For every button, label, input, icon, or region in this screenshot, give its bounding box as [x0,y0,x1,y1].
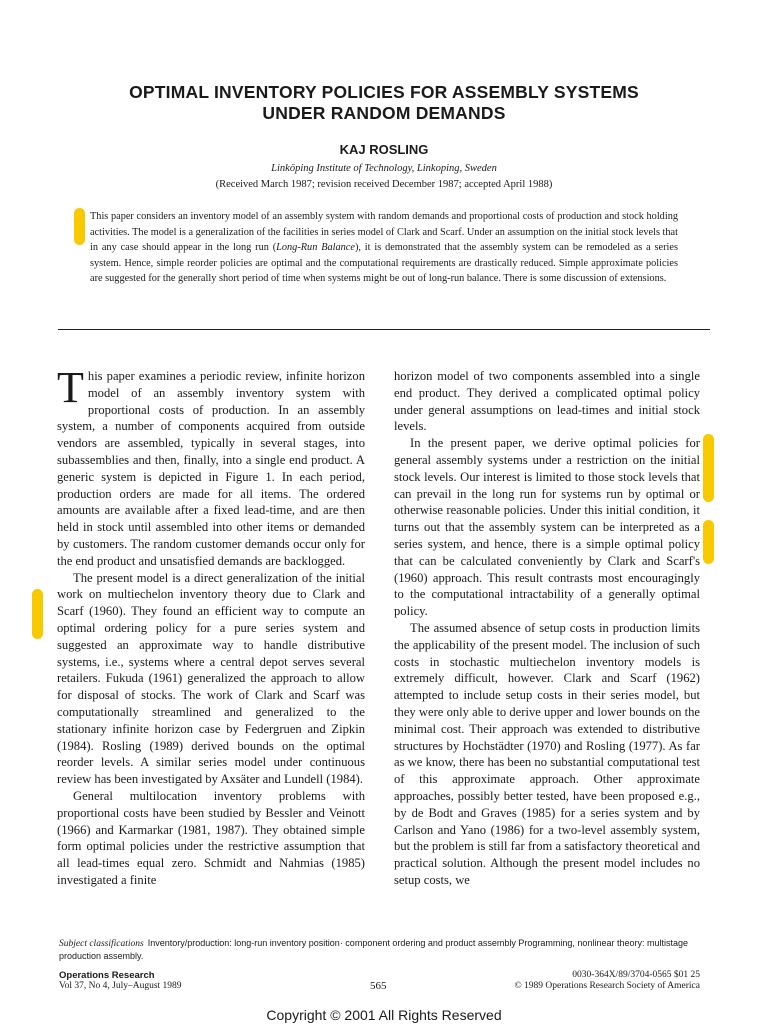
section-divider [58,329,710,330]
journal-name: Operations Research [59,970,155,981]
highlight-marker [703,520,714,564]
drop-cap: T [57,363,84,412]
body-column-right [394,368,700,889]
paragraph-text: his paper examines a periodic review, infinite horizon model of an assembly inventory system with proportional costs of production. In an assembly system, a number of components acquired from outside vendors are assembled, typically in several stages, into subassemblies and then, finally, into a single end product. A generic system is depicted in Figure 1. In each period, production orders are made for all items. The ordered amounts are available after a fixed lead-time, and are then held in stock until assembled into other items or demanded by customers. The random customer demands occur only for the end product and unsatisfied demands are backlogged. [57,369,365,568]
subject-text: Inventory/production: long-run inventory position· component ordering and product assembly Programming, nonlinear theory: multistage production assembly. [59,938,688,961]
abstract [90,209,678,287]
abstract-emphasis: Long-Run Balance [276,242,355,253]
highlight-marker [703,434,714,502]
subject-classifications [59,937,709,962]
page-number: 565 [370,980,387,992]
paper-title [40,82,728,124]
title-line-2: UNDER RANDOM DEMANDS [262,103,506,123]
journal-info [59,970,182,992]
abstract-text-2: ), it is demonstrated that the assembly system can be remodeled as a series system. Hence, simple reorder policies are optimal and the computational requirements are drastically reduced. Simple approximate policies are suggested for the generally short period of time when systems might be out of long-run balance. There is some discussion of extensions. [90,242,678,284]
paragraph [57,363,365,570]
author-name: KAJ ROSLING [339,142,429,157]
paragraph: The assumed absence of setup costs in production limits the applicability of the present model. The inclusion of such costs in stochastic multiechelon inventory models is extremely difficult, however. Clark and Scarf (1962) attempted to include setup costs in their series model, but they were only able to derive upper and lower bounds on the minimal cost. Their approach was extended to distributive structures by Hochstädter (1970) and Rosling (1977). As far as we know, there has been no substantial computational test of this approximate approach. Other approximate approaches, possibly better tested, have been proposed e.g., by de Bodt and Graves (1985) for a series system and by Carlson and Yano (1986) for a two-level assembly system, but the problem is still far from a satisfactory theoretical and practical solution. Although the present model includes no setup costs, we [394,620,700,887]
document-code: 0030-364X/89/3704-0565 $01 25 [572,970,700,980]
paragraph: General multilocation inventory problems with proportional costs have been studied by Bessler and Veinott (1966) and Karmarkar (1981, 1987). They obtained simple form optimal policies under the restrictive assumption that all lead-times equal zero. Schmidt and Nahmias (1985) investigated a finite [57,788,365,887]
society-copyright: © 1989 Operations Research Society of America [514,981,700,991]
abstract-text-1: This paper considers an inventory model of an assembly system with random demands and proportional costs of production and stock holding activities. The model is a generalization of the facilities in series model of Clark and Scarf. Under an assumption on the initial stock levels that in any case should appear in the long run ( [90,211,678,253]
copyright-notice: Copyright © 2001 All Rights Reserved [266,1007,502,1023]
title-line-1: OPTIMAL INVENTORY POLICIES FOR ASSEMBLY SYSTEMS [129,82,639,102]
received-dates: (Received March 1987; revision received December 1987; accepted April 1988) [215,179,553,190]
highlight-marker [32,589,43,639]
subject-label: Subject classifications [59,939,144,949]
paragraph: In the present paper, we derive optimal policies for general assembly systems under a restriction on the initial stock levels. Our interest is limited to those stock levels that can prevail in the long run for systems run by optimal or otherwise reasonable policies. Under this initial condition, it turns out that the assembly system can be interpreted as a series system, and hence, there is a simple optimal policy that can be calculated conveniently by Clark and Scarf's (1960) approach. This result contrasts most encouragingly to the computational intractability of a generally optimal policy. [394,436,700,619]
body-column-left [57,363,365,889]
author-affiliation: Linköping Institute of Technology, Linkoping, Sweden [271,163,497,174]
journal-issue: Vol 37, No 4, July–August 1989 [59,981,182,991]
publication-info [514,970,700,992]
paragraph: The present model is a direct generalization of the initial work on multiechelon inventory theory due to Clark and Scarf (1960). They found an efficient way to compute an optimal ordering policy for a pure series system and suggested an approximate way to handle distributive systems, i.e., systems where a central depot serves several retailers. Fukuda (1961) generalized the approach to allow for disposal of stocks. The work of Clark and Scarf was computationally streamlined and generalized to the stationary infinite horizon case by Federgruen and Zipkin (1984). Rosling (1989) derived bounds on the optimal reorder levels. A similar series model under continuous review has been investigated by Axsäter and Lundell (1984). [57,570,365,787]
highlight-marker [74,208,85,245]
paragraph: horizon model of two components assembled into a single end product. They derived a complicated optimal policy under general assumptions on lead-times and initial stock levels. [394,369,700,434]
